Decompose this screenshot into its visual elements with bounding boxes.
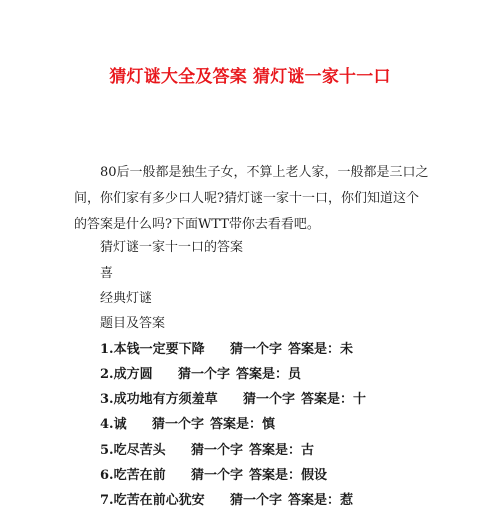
riddle-question: 2.成方圆 bbox=[100, 367, 153, 382]
questions-answers-heading: 题目及答案 bbox=[100, 316, 166, 331]
riddle-answer: 答案是：十 bbox=[301, 392, 367, 407]
riddle-answer: 答案是：慎 bbox=[210, 417, 276, 432]
classic-riddles-heading: 经典灯谜 bbox=[100, 291, 153, 306]
riddle-question: 3.成功地有方须羞草 bbox=[100, 392, 218, 407]
riddle-answer: 答案是：员 bbox=[236, 367, 302, 382]
riddle-item bbox=[100, 443, 314, 459]
riddle-item bbox=[100, 392, 366, 408]
riddle-answer: 答案是：假设 bbox=[249, 468, 328, 483]
riddle-answer: 答案是：古 bbox=[249, 443, 315, 458]
answer-text: 喜 bbox=[100, 266, 114, 281]
riddle-item bbox=[100, 342, 353, 358]
riddle-question: 7.吃苦在前心犹安 bbox=[100, 493, 205, 508]
riddle-hint: 猜一个字 bbox=[191, 468, 244, 483]
riddle-answer: 答案是：未 bbox=[288, 342, 354, 357]
intro-paragraph: 80后一般都是独生子女，不算上老人家，一般都是三口之间，你们家有多少口人呢?猜灯谜一家十一口，你们知道这个的答案是什么吗?下面WTT带你去看看吧。 bbox=[74, 165, 429, 232]
riddle-hint: 猜一个字 bbox=[230, 493, 283, 508]
page-title: 猜灯谜大全及答案 猜灯谜一家十一口 bbox=[109, 67, 391, 87]
riddle-hint: 猜一个字 bbox=[243, 392, 296, 407]
riddle-question: 5.吃尽苦头 bbox=[100, 443, 166, 458]
riddle-question: 6.吃苦在前 bbox=[100, 468, 166, 483]
riddle-hint: 猜一个字 bbox=[152, 417, 205, 432]
riddle-hint: 猜一个字 bbox=[191, 443, 244, 458]
riddle-hint: 猜一个字 bbox=[230, 342, 283, 357]
riddle-item bbox=[100, 417, 275, 433]
riddle-item bbox=[100, 493, 353, 509]
riddle-item bbox=[100, 367, 301, 383]
riddle-hint: 猜一个字 bbox=[178, 367, 231, 382]
riddle-answer-heading: 猜灯谜一家十一口的答案 bbox=[100, 240, 244, 255]
riddle-answer: 答案是：惹 bbox=[288, 493, 354, 508]
riddle-question: 1.本钱一定要下降 bbox=[100, 342, 205, 357]
riddle-question: 4.诚 bbox=[100, 417, 127, 432]
riddle-item bbox=[100, 468, 327, 484]
